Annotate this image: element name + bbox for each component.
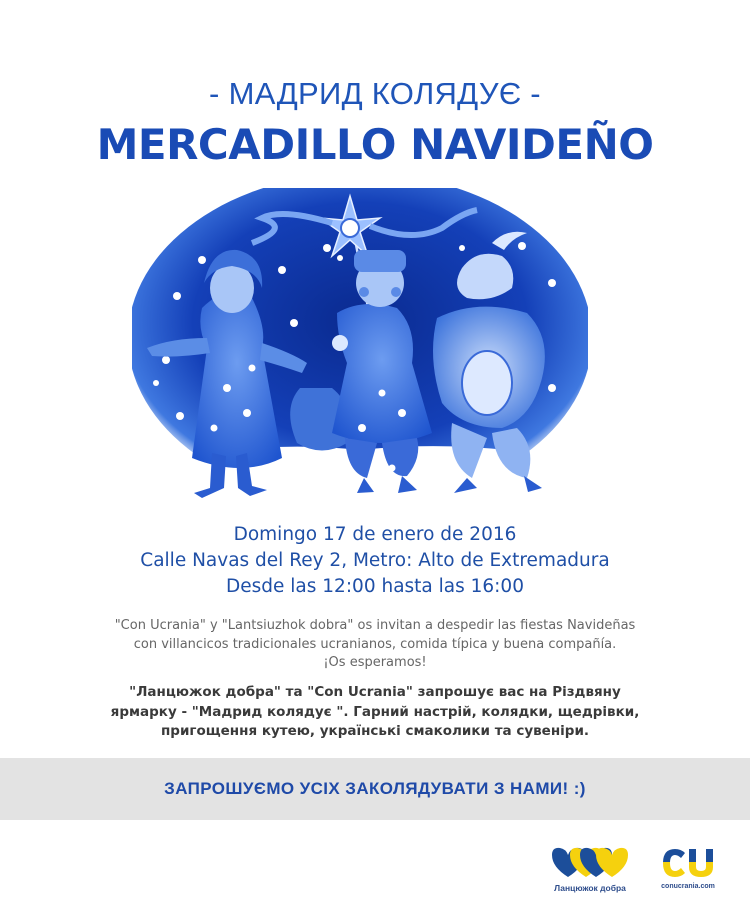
con-ucrania-logo	[656, 845, 720, 897]
lantsiuzhok-caption: Ланцюжок добра	[554, 883, 626, 893]
conucrania-caption: conucrania.com	[661, 883, 715, 890]
event-address: Calle Navas del Rey 2, Metro: Alto de Extremadura	[140, 550, 610, 571]
description-spanish	[0, 617, 750, 673]
description-es-line: ¡Os esperamos!	[323, 655, 427, 670]
subtitle: - МАДРИД КОЛЯДУЄ -	[209, 76, 541, 111]
description-ua-line: пригощення кутею, українські смаколики та сувеніри.	[160, 723, 590, 739]
description-es-line: con villancicos tradicionales ucranianos, comida típica y buena compañía.	[133, 636, 617, 652]
event-date: Domingo 17 de enero de 2016	[233, 524, 517, 545]
page-title: MERCADILLO NAVIDEÑO	[96, 120, 654, 169]
lantsiuzhok-dobra-logo	[548, 845, 632, 897]
invitation-banner-text: ЗАПРОШУЄМО УСІХ ЗАКОЛЯДУВАТИ З НАМИ! :)	[164, 779, 586, 798]
description-ua-line: "Ланцюжок добра" та "Con Ucrania" запрошує вас на Різдвяну	[129, 684, 621, 700]
hearts-chain-icon	[548, 845, 632, 881]
event-hours: Desde las 12:00 hasta las 16:00	[226, 576, 524, 597]
description-ua-line: ярмарку - "Мадрид колядує ". Гарний настрій, колядки, щедрівки,	[110, 703, 640, 720]
carolers-illustration	[132, 188, 588, 510]
invitation-banner	[0, 758, 750, 820]
description-es-line: "Con Ucrania" y "Lantsiuzhok dobra" os invitan a despedir las fiestas Navideñas	[114, 618, 636, 633]
description-ukrainian	[0, 683, 750, 742]
event-info	[0, 522, 750, 600]
cu-mark-icon	[658, 845, 718, 881]
